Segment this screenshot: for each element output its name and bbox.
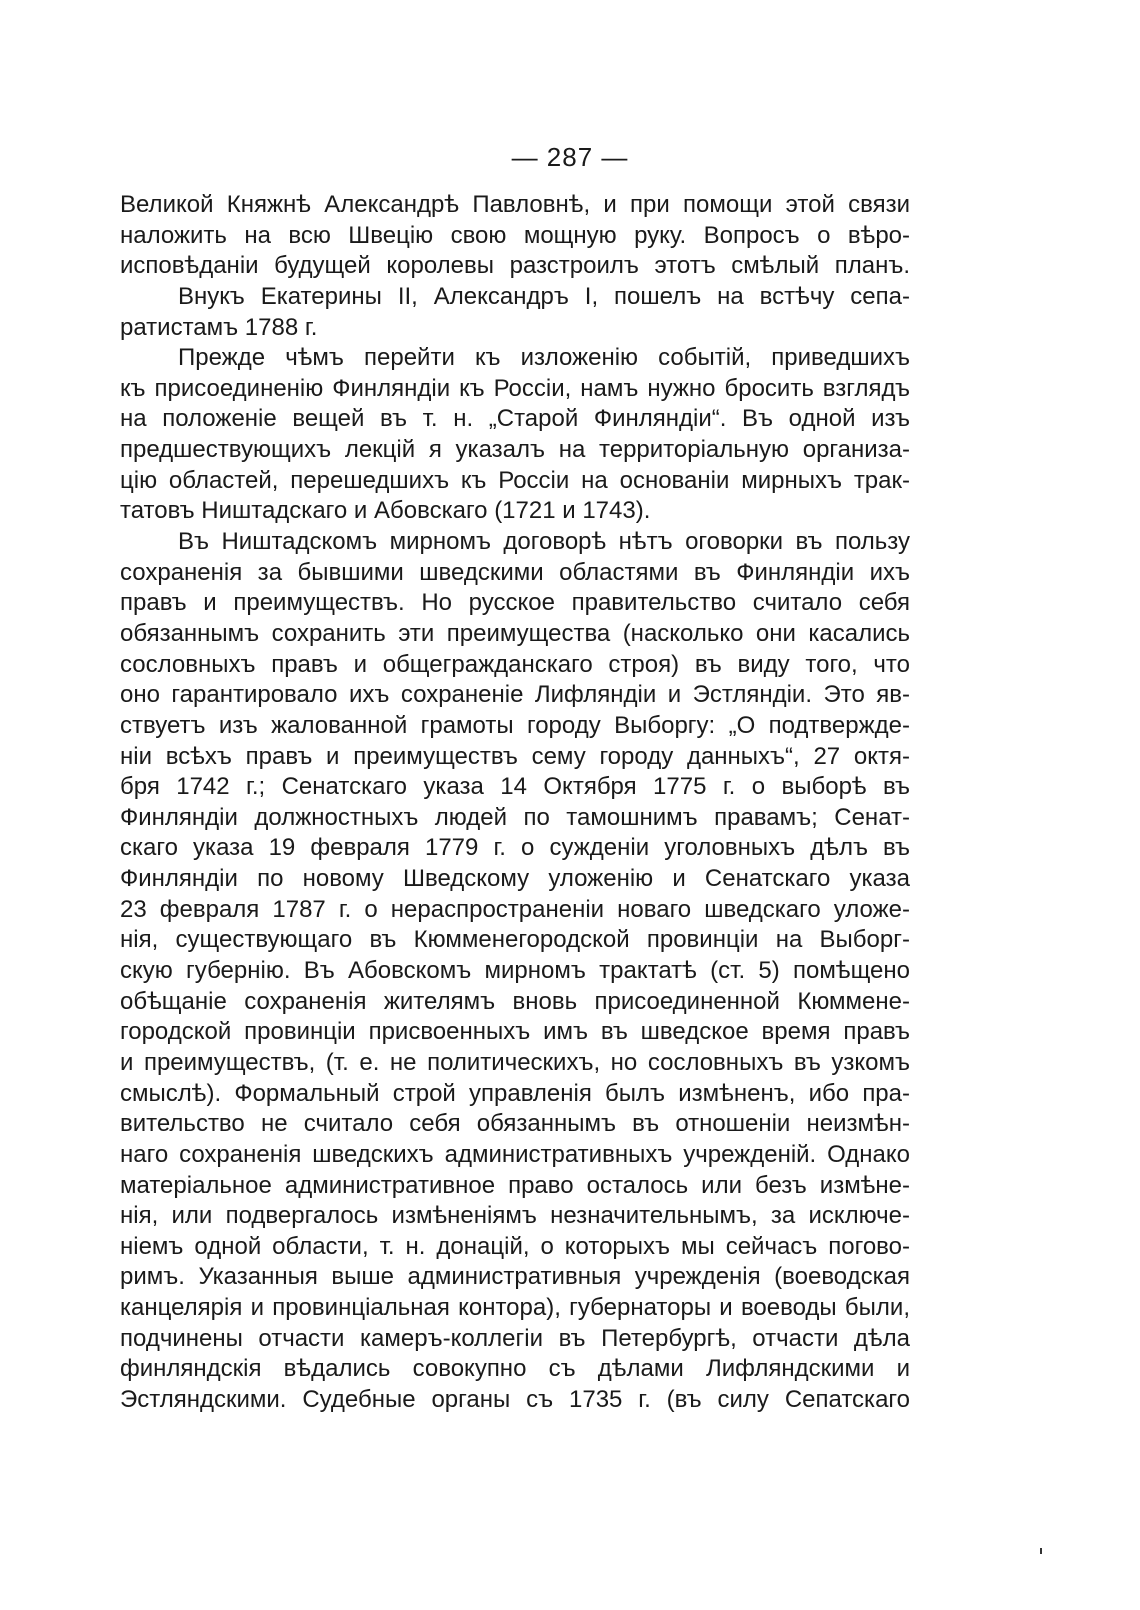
text-line: Внукъ Екатерины II, Александръ I, пошелъ на встѣчу сепа- — [178, 282, 910, 310]
text-line: Прежде чѣмъ перейти къ изложенію событій, приведшихъ — [178, 344, 910, 372]
text-line: исповѣданіи будущей королевы разстроилъ этотъ смѣлый планъ. — [120, 252, 910, 280]
text-line: сословныхъ правъ и общегражданскаго строя) въ виду того, что — [120, 650, 910, 678]
text-line: сохраненія за бывшими шведскими областями въ Финляндіи ихъ — [120, 558, 910, 586]
scan-speck — [1040, 1548, 1042, 1554]
text-line: ніи всѣхъ правъ и преимуществъ сему городу данныхъ“, 27 октя- — [120, 742, 910, 770]
text-line: и преимуществъ, (т. е. не политическихъ, но сословныхъ въ узкомъ — [120, 1048, 910, 1076]
text-line: предшествующихъ лекцій я указалъ на территоріальную организа- — [120, 436, 910, 464]
text-line: вительство не считало себя обязаннымъ въ отношеніи неизмѣн- — [120, 1110, 910, 1138]
text-line: 23 февраля 1787 г. о нераспространеніи новаго шведскаго уложе- — [120, 895, 910, 923]
text-line: подчинены отчасти камеръ-коллегіи въ Петербургѣ, отчасти дѣла — [120, 1324, 910, 1352]
text-line: бря 1742 г.; Сенатскаго указа 14 Октября 1775 г. о выборѣ въ — [120, 773, 910, 801]
text-line: Въ Ништадскомъ мирномъ договорѣ нѣтъ оговорки въ пользу — [178, 528, 910, 556]
text-line: финляндскія вѣдались совокупно съ дѣлами Лифляндскими и — [120, 1355, 910, 1383]
body-text — [120, 190, 910, 1416]
page-number: — 287 — — [511, 142, 629, 172]
text-line: правъ и преимуществъ. Но русское правительство считало себя — [120, 589, 910, 617]
text-line: городской провинціи присвоенныхъ имъ въ шведское время правъ — [120, 1018, 910, 1046]
text-line: наложить на всю Швецію свою мощную руку. Вопросъ о вѣро- — [120, 221, 910, 249]
text-line: обѣщаніе сохраненія жителямъ вновь присоединенной Кюммене- — [120, 987, 910, 1015]
text-line: наго сохраненія шведскихъ административныхъ учрежденій. Однако — [120, 1140, 910, 1168]
text-line: нія, или подвергалось измѣненіямъ незначительнымъ, за исключе- — [120, 1202, 910, 1230]
text-line: ніемъ одной области, т. н. донацій, о которыхъ мы сейчасъ погово- — [120, 1232, 910, 1260]
text-line: татовъ Ништадскаго и Абовскаго (1721 и 1743). — [120, 497, 651, 525]
text-line: скаго указа 19 февраля 1779 г. о сужденіи уголовныхъ дѣлъ въ — [120, 834, 910, 862]
text-line: нія, существующаго въ Кюмменегородской провинціи на Выборг- — [120, 926, 910, 954]
text-line: ствуетъ изъ жалованной грамоты городу Выборгу: „О подтвержде- — [120, 711, 910, 739]
text-line: оно гарантировало ихъ сохраненіе Лифляндіи и Эстляндіи. Это яв- — [120, 681, 910, 709]
text-line: обязаннымъ сохранить эти преимущества (насколько они касались — [120, 619, 910, 647]
text-line: на положеніе вещей въ т. н. „Старой Финляндіи“. Въ одной изъ — [120, 405, 910, 433]
text-line: смыслѣ). Формальный строй управленія былъ измѣненъ, ибо пра- — [120, 1079, 910, 1107]
text-line: скую губернію. Въ Абовскомъ мирномъ трактатѣ (ст. 5) помѣщено — [120, 957, 910, 985]
text-line: Эстляндскими. Судебные органы съ 1735 г. (въ силу Сепатскаго — [120, 1385, 910, 1413]
text-line: ратистамъ 1788 г. — [120, 313, 318, 341]
text-line: матеріальное административное право осталось или безъ измѣне- — [120, 1171, 910, 1199]
text-line: цію областей, перешедшихъ къ Россіи на основаніи мирныхъ трак- — [120, 466, 910, 494]
text-line: Финляндіи по новому Шведскому уложенію и Сенатскаго указа — [120, 865, 910, 893]
text-line: римъ. Указанныя выше административныя учрежденія (воеводская — [120, 1263, 910, 1291]
text-line: канцелярія и провинціальная контора), губернаторы и воеводы были, — [120, 1294, 910, 1322]
text-line: къ присоединенію Финляндіи къ Россіи, намъ нужно бросить взглядъ — [120, 374, 910, 402]
text-line: Финляндіи должностныхъ людей по тамошнимъ правамъ; Сенат- — [120, 803, 910, 831]
text-line: Великой Княжнѣ Александрѣ Павловнѣ, и при помощи этой связи — [120, 191, 910, 218]
